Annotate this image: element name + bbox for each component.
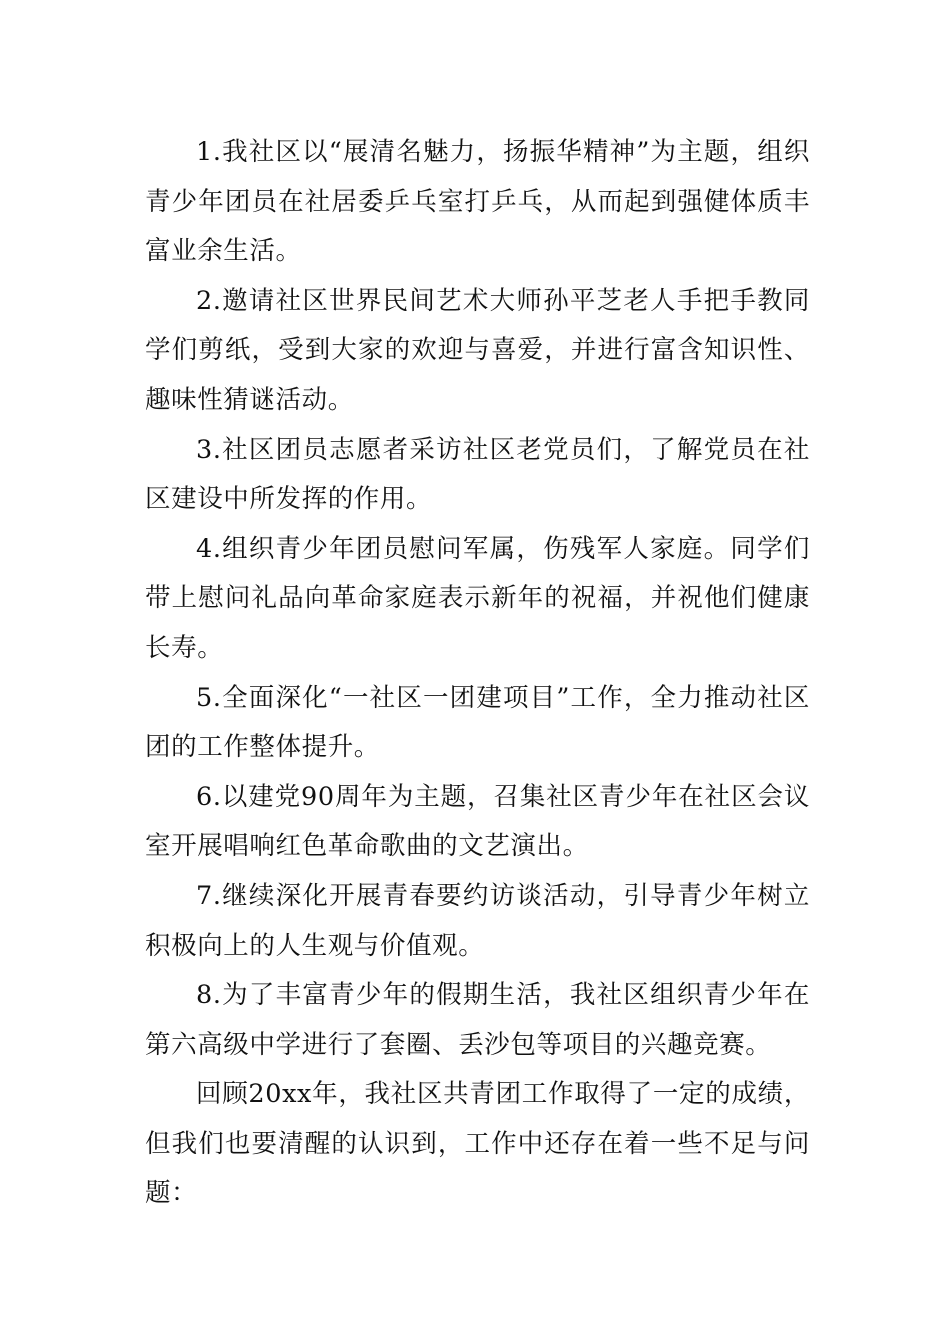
paragraph-item-2: 2.邀请社区世界民间艺术大师孙平芝老人手把手教同学们剪纸，受到大家的欢迎与喜爱，并进行富含知识性、趣味性猜谜活动。 bbox=[145, 285, 810, 415]
paragraph-item-5: 5.全面深化“一社区一团建项目”工作，全力推动社区团的工作整体提升。 bbox=[145, 682, 810, 763]
paragraph-item-6: 6.以建党90周年为主题，召集社区青少年在社区会议室开展唱响红色革命歌曲的文艺演出。 bbox=[145, 781, 810, 862]
paragraph-item-3: 3.社区团员志愿者采访社区老党员们，了解党员在社区建设中所发挥的作用。 bbox=[145, 434, 810, 515]
paragraph-item-7: 7.继续深化开展青春要约访谈活动，引导青少年树立积极向上的人生观与价值观。 bbox=[145, 880, 810, 961]
paragraph-item-1: 1.我社区以“展清名魅力，扬振华精神”为主题，组织青少年团员在社居委乒乓室打乒乓，从而起到强健体质丰富业余生活。 bbox=[145, 137, 810, 267]
paragraph-item-4: 4.组织青少年团员慰问军属，伤残军人家庭。同学们带上慰问礼品向革命家庭表示新年的祝福，并祝他们健康长寿。 bbox=[145, 533, 810, 663]
paragraph-item-8: 8.为了丰富青少年的假期生活，我社区组织青少年在第六高级中学进行了套圈、丢沙包等项目的兴趣竞赛。 bbox=[145, 980, 810, 1060]
document-page bbox=[145, 128, 810, 1219]
paragraph-review: 回顾20xx年，我社区共青团工作取得了一定的成绩，但我们也要清醒的认识到，工作中还存在着一些不足与问题： bbox=[145, 1079, 810, 1209]
